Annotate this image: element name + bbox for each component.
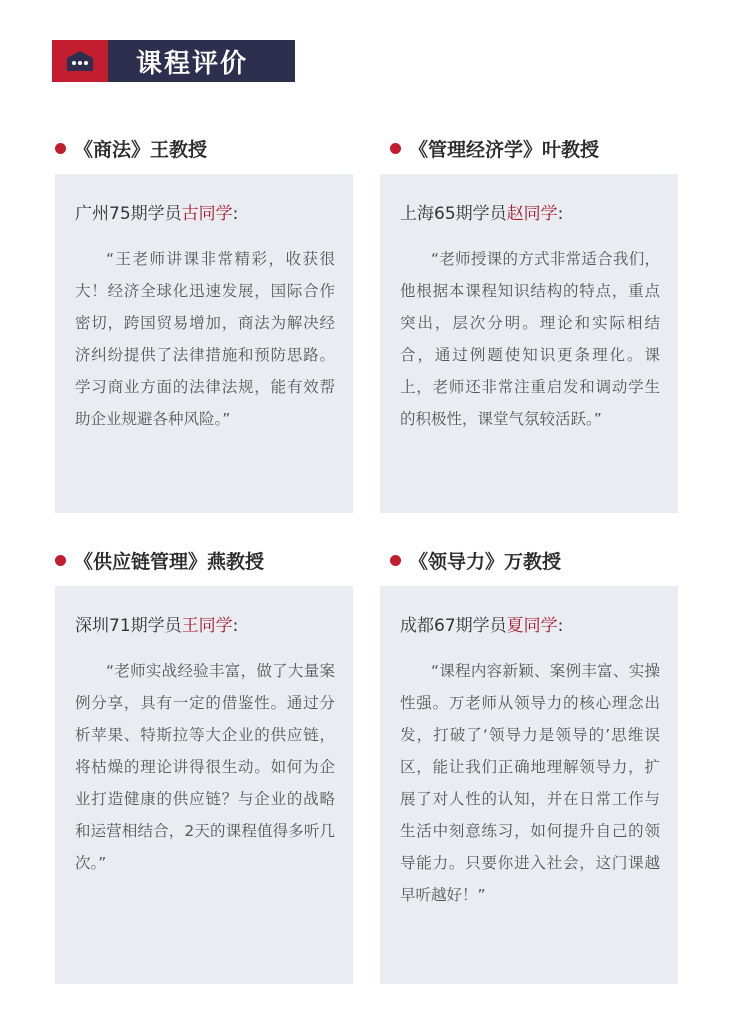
review-quote: “王老师讲课非常精彩，收获很大！经济全球化迅速发展，国际合作密切，跨国贸易增加，商法为解决经济纠纷提供了法律措施和预防思路。学习商业方面的法律法规，能有效帮助企业规避各种风险。” — [75, 250, 335, 428]
review-card-3 — [55, 586, 353, 984]
student-colon: : — [232, 204, 239, 224]
course-title: 《商法》王教授 — [74, 139, 208, 161]
student-colon: : — [557, 204, 564, 224]
section-banner — [52, 40, 295, 82]
student-colon: : — [557, 616, 564, 636]
student-line — [75, 615, 335, 637]
course-title: 《供应链管理》燕教授 — [74, 551, 265, 573]
student-cohort: 成都67期学员 — [400, 616, 507, 636]
bullet-dot-icon — [390, 555, 401, 566]
student-name: 赵同学 — [506, 204, 558, 224]
student-line — [400, 203, 660, 225]
student-line — [400, 615, 660, 637]
bullet-dot-icon — [55, 143, 66, 154]
review-heading-2 — [390, 135, 599, 162]
student-cohort: 上海65期学员 — [400, 204, 507, 224]
banner-icon-box — [52, 40, 108, 82]
review-card-4 — [380, 586, 678, 984]
review-card-2 — [380, 174, 678, 513]
bullet-dot-icon — [55, 555, 66, 566]
review-heading-1 — [55, 135, 207, 162]
page-title: 课程评价 — [136, 48, 249, 79]
review-quote: “课程内容新颖、案例丰富、实操性强。万老师从领导力的核心理念出发，打破了‘领导力是领导的’思维误区，能让我们正确地理解领导力，扩展了对人性的认知，并在日常工作与生活中刻意练习，如何提升自己的领导能力。只要你进入社会，这门课越早听越好！” — [400, 662, 660, 904]
student-name: 古同学 — [181, 204, 233, 224]
student-cohort: 广州75期学员 — [75, 204, 182, 224]
student-cohort: 深圳71期学员 — [75, 616, 182, 636]
course-title: 《管理经济学》叶教授 — [409, 139, 600, 161]
building-dots-icon — [65, 50, 95, 72]
student-line — [75, 203, 335, 225]
review-card-1 — [55, 174, 353, 513]
course-title: 《领导力》万教授 — [409, 551, 562, 573]
review-heading-3 — [55, 547, 264, 574]
review-quote: “老师实战经验丰富，做了大量案例分享，具有一定的借鉴性。通过分析苹果、特斯拉等大企业的供应链，将枯燥的理论讲得很生动。如何为企业打造健康的供应链？与企业的战略和运营相结合，2天的课程值得多听几次。” — [75, 662, 335, 872]
student-colon: : — [232, 616, 239, 636]
student-name: 王同学 — [181, 616, 233, 636]
banner-title-box — [108, 40, 295, 82]
review-heading-4 — [390, 547, 561, 574]
student-name: 夏同学 — [506, 616, 558, 636]
bullet-dot-icon — [390, 143, 401, 154]
review-quote: “老师授课的方式非常适合我们，他根据本课程知识结构的特点，重点突出，层次分明。理论和实际相结合，通过例题使知识更条理化。课上，老师还非常注重启发和调动学生的积极性，课堂气氛较活跃。” — [400, 250, 660, 428]
